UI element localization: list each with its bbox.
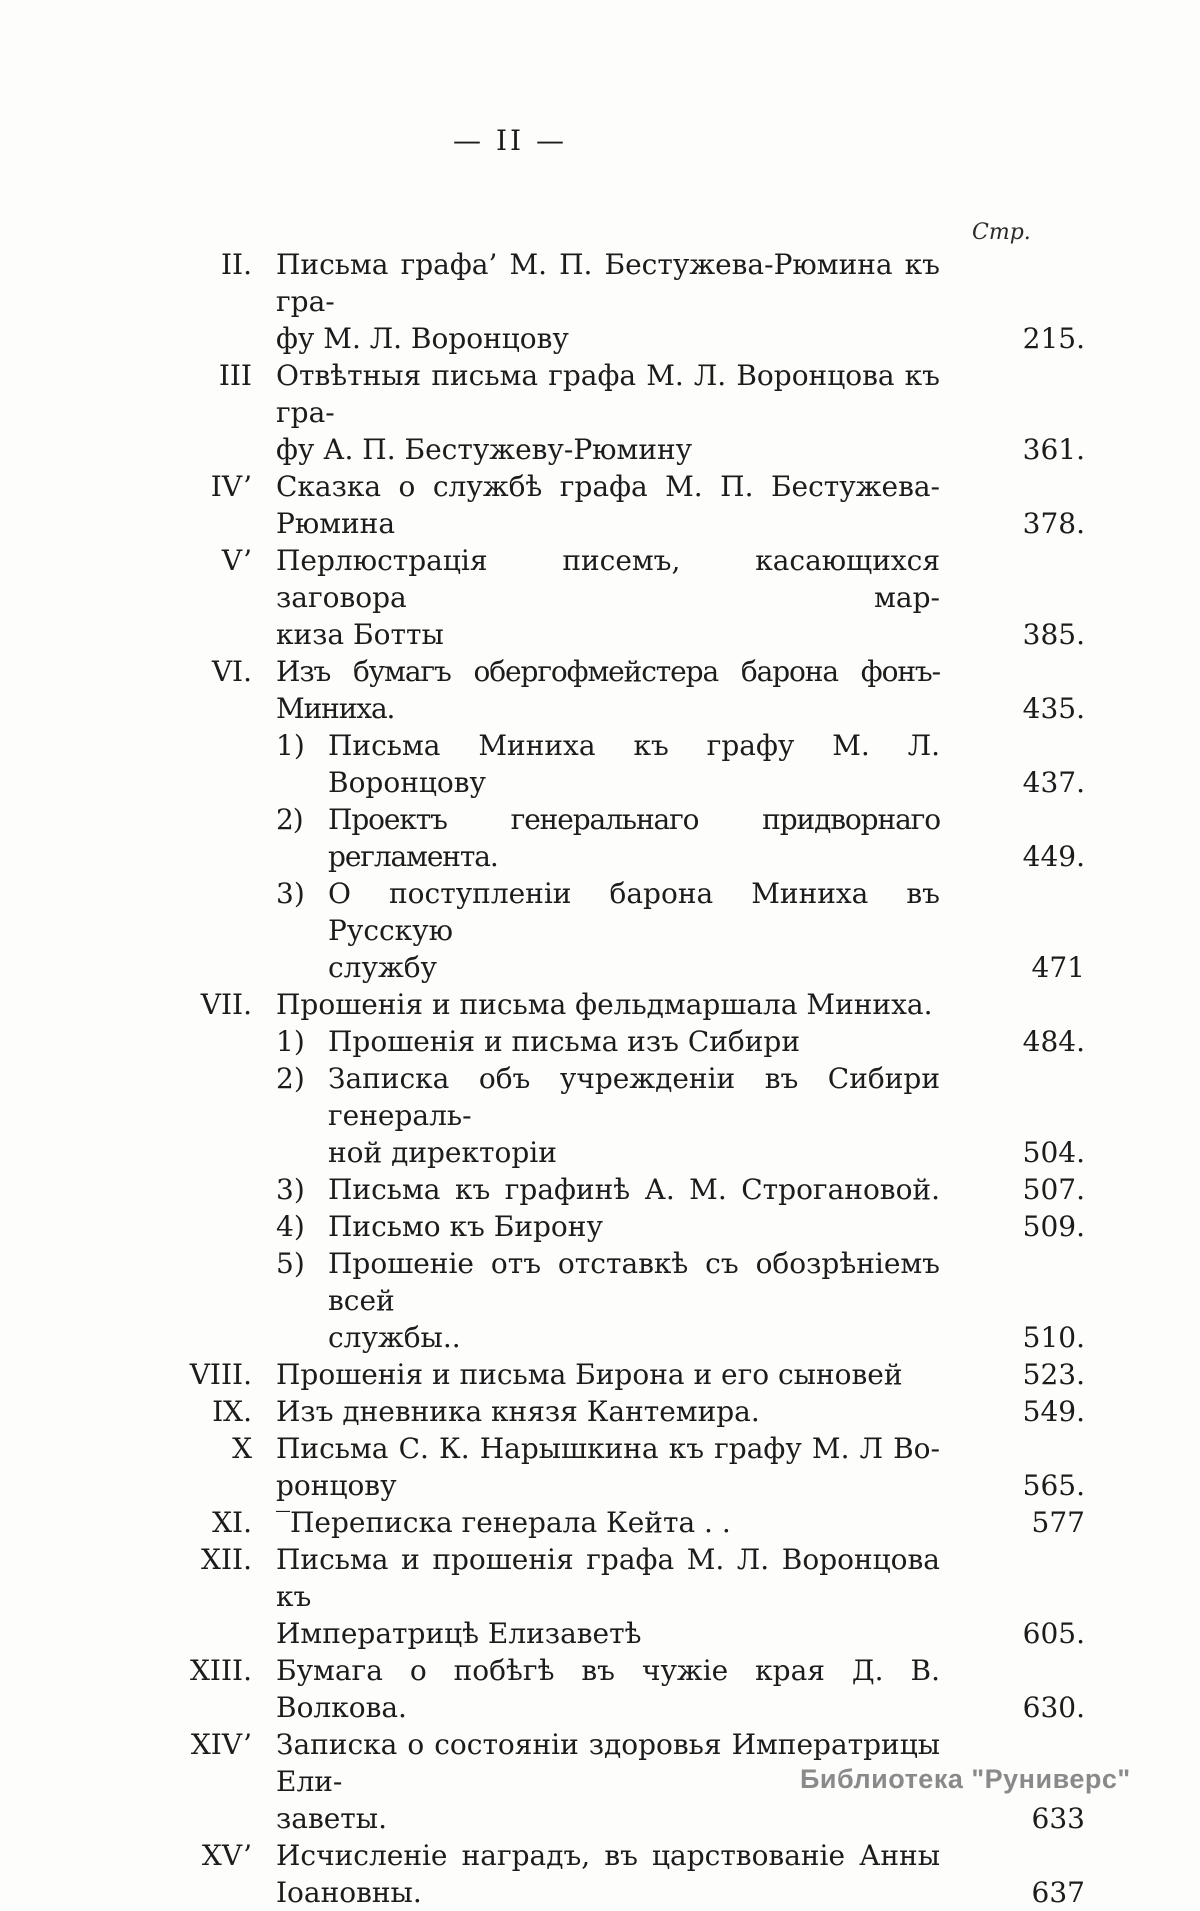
- toc-entry-title: [262, 1171, 940, 1208]
- toc-entry-page-number: 437.: [1022, 766, 1085, 799]
- toc-entry-page-number: 637: [1031, 1876, 1085, 1909]
- toc-entry-title-line: 1) Прошенія и письма изъ Сибири: [276, 1025, 801, 1058]
- toc-entry-title-line: Прошенія и письма фельдмаршала Миниха.: [276, 988, 933, 1021]
- toc-entry-numeral: XIII.: [189, 1654, 252, 1687]
- toc-entry-title-line: ‾Переписка генерала Кейта . .: [276, 1506, 731, 1539]
- toc-entry-title-line: Отвѣтныя письма графа М. Л. Воронцова къ гра-: [276, 359, 940, 429]
- toc-entry-title: [262, 1208, 940, 1245]
- toc-entry-title-line: Изъ бумагъ обергофмейстера барона фонъ-Миниха.: [276, 655, 940, 725]
- toc-entry-title-line: службы..: [328, 1321, 461, 1354]
- toc-entry-title: [262, 1430, 940, 1504]
- toc-entry-page-number: 509.: [1022, 1210, 1085, 1243]
- toc-entry: [150, 1356, 1085, 1393]
- toc-entry-title: [262, 1393, 940, 1430]
- toc-entry-title: [262, 1837, 940, 1911]
- toc-entry-page-number: 605.: [1022, 1617, 1085, 1650]
- toc-entry-page-number: 361.: [1022, 433, 1085, 466]
- toc-entry-page-number: 471: [1031, 951, 1085, 984]
- toc-entry-title-line: 1) Письма Миниха къ графу М. Л. Воронцову: [276, 729, 940, 799]
- toc-entry-title-line: Записка о состояніи здоровья Императрицы Ели-: [276, 1728, 940, 1798]
- toc-entry-numeral: IV’: [210, 470, 252, 503]
- toc-entry: [150, 542, 1085, 653]
- toc-entry-title: [262, 1023, 940, 1060]
- toc-entry-numeral: XIV’: [190, 1728, 252, 1761]
- toc-entry-numeral: II.: [220, 248, 252, 281]
- toc-entry-title: [262, 727, 940, 801]
- toc-subentry-number: 5): [276, 1247, 305, 1280]
- toc-entry-title: [262, 653, 940, 727]
- toc-entry-title-line: Письма и прошенія графа М. Л. Воронцова къ: [276, 1543, 940, 1613]
- toc-entry: [150, 801, 1085, 875]
- toc-entry-numeral: III: [218, 359, 252, 392]
- toc-entry-title-line: заветы.: [276, 1802, 387, 1835]
- toc-entry-numeral: VII.: [200, 988, 252, 1021]
- toc-entry-page-number: 378.: [1022, 507, 1085, 540]
- toc-entry-title: [262, 1245, 940, 1356]
- toc-entry-page-number: 484.: [1022, 1025, 1085, 1058]
- toc-entry-title-line: 5) Прошеніе отъ отставкѣ съ обозрѣніемъ всей: [276, 1247, 940, 1317]
- page-folio-number: — II —: [453, 124, 567, 157]
- toc-subentry-number: 2): [276, 1062, 305, 1095]
- toc-entry-page-number: 504.: [1022, 1136, 1085, 1169]
- toc-entry-numeral: VIII.: [189, 1358, 252, 1391]
- toc-entry-title-line: 3) Письма къ графинѣ А. М. Строгановой.: [276, 1173, 940, 1206]
- toc-entry-title-line: Изъ дневника князя Кантемира.: [276, 1395, 760, 1428]
- toc-entry-page-number: 510.: [1022, 1321, 1085, 1354]
- library-watermark: Библиотека "Руниверс": [800, 1764, 1131, 1794]
- toc-entry-numeral: VI.: [211, 655, 252, 688]
- toc-entry: [150, 1208, 1085, 1245]
- toc-entry-title: [262, 246, 940, 357]
- toc-entry-page-number: 449.: [1022, 840, 1085, 873]
- toc-entry-title: [262, 357, 940, 468]
- toc-entry-title-line: Письма графа’ М. П. Бестужева-Рюмина къ гра-: [276, 248, 940, 318]
- toc-entry-title-line: Прошенія и письма Бирона и его сыновей: [276, 1358, 903, 1391]
- toc-entry-page-number: 507.: [1022, 1173, 1085, 1206]
- toc-entry-title-line: Перлюстрація писемъ, касающихся заговора мар-: [276, 544, 940, 614]
- toc-entry: [150, 1430, 1085, 1504]
- toc-entry: [150, 1837, 1085, 1911]
- toc-entry-title-line: Письма С. К. Нарышкина къ графу М. Л Во-: [276, 1432, 940, 1465]
- toc-entry: [150, 1393, 1085, 1430]
- toc-entry-title: [262, 875, 940, 986]
- toc-subentry-number: 3): [276, 877, 305, 910]
- toc-entry-title: [262, 1652, 940, 1726]
- page-column-header: Стр.: [972, 220, 1031, 245]
- toc-entry: [150, 986, 1085, 1023]
- toc-entry-numeral: XV’: [201, 1839, 252, 1872]
- toc-entry-page-number: 215.: [1022, 322, 1085, 355]
- toc-entry-page-number: 577: [1031, 1506, 1085, 1539]
- toc-entry-title-line: Исчисленіе наградъ, въ царствованіе Анны: [276, 1839, 940, 1872]
- toc-entry-title-line: ной директоріи: [328, 1136, 557, 1169]
- toc-entry: [150, 1023, 1085, 1060]
- toc-entry: [150, 1171, 1085, 1208]
- toc-entry: [150, 1541, 1085, 1652]
- toc-entry-page-number: 633: [1031, 1802, 1085, 1835]
- toc-entry-numeral: X: [232, 1432, 252, 1465]
- toc-subentry-number: 3): [276, 1173, 305, 1206]
- toc-entry-page-number: 385.: [1022, 618, 1085, 651]
- table-of-contents: [150, 246, 1085, 1911]
- toc-entry-page-number: 523.: [1022, 1358, 1085, 1391]
- toc-entry: [150, 1060, 1085, 1171]
- toc-entry: [150, 653, 1085, 727]
- toc-entry-numeral: XII.: [201, 1543, 252, 1576]
- toc-entry-title-line: ронцову: [276, 1469, 397, 1502]
- toc-entry-title-line: службу: [328, 951, 438, 984]
- toc-entry-title: [262, 1504, 940, 1541]
- toc-entry-title-line: фу А. П. Бестужеву-Рюмину: [276, 433, 693, 466]
- toc-entry-title: [262, 542, 940, 653]
- toc-entry-title-line: фу М. Л. Воронцову: [276, 322, 569, 355]
- toc-entry: [150, 246, 1085, 357]
- toc-entry-title: [262, 1356, 940, 1393]
- toc-entry-title-line: киза Ботты: [276, 618, 444, 651]
- toc-entry-title: [262, 1060, 940, 1171]
- toc-entry: [150, 357, 1085, 468]
- toc-entry-title: [262, 801, 940, 875]
- toc-entry-page-number: 549.: [1022, 1395, 1085, 1428]
- toc-entry-title: [262, 1541, 940, 1652]
- toc-entry-page-number: 630.: [1022, 1691, 1085, 1724]
- toc-entry-title-line: Іоановны.: [276, 1876, 422, 1909]
- toc-entry-title-line: Бумага о побѣгѣ въ чужіе края Д. В. Волкова.: [276, 1654, 940, 1724]
- toc-subentry-number: 1): [276, 1025, 305, 1058]
- toc-entry-title: [262, 986, 940, 1023]
- toc-entry-title-line: 3) О поступленіи барона Миниха въ Русскую: [276, 877, 940, 947]
- toc-entry: [150, 1245, 1085, 1356]
- toc-entry-title-line: 2) Записка объ учрежденіи въ Сибири генераль-: [276, 1062, 940, 1132]
- toc-entry-title-line: 2) Проектъ генеральнаго придворнаго регламента.: [276, 803, 940, 873]
- toc-subentry-number: 4): [276, 1210, 305, 1243]
- toc-subentry-number: 2): [276, 803, 303, 836]
- toc-entry: [150, 875, 1085, 986]
- toc-entry-title-line: Императрицѣ Елизаветѣ: [276, 1617, 642, 1650]
- toc-entry-numeral: XI.: [212, 1506, 252, 1539]
- toc-entry: [150, 727, 1085, 801]
- toc-subentry-number: 1): [276, 729, 305, 762]
- toc-entry-title-line: Сказка о службѣ графа М. П. Бестужева-Рюмина: [276, 470, 940, 540]
- toc-entry-page-number: 435.: [1022, 692, 1085, 725]
- toc-entry-page-number: 565.: [1022, 1469, 1085, 1502]
- toc-entry-numeral: IX.: [212, 1395, 252, 1428]
- toc-entry: [150, 468, 1085, 542]
- toc-entry-title-line: 4) Письмо къ Бирону: [276, 1210, 603, 1243]
- toc-entry-title: [262, 468, 940, 542]
- toc-entry-numeral: V’: [221, 544, 252, 577]
- toc-entry: [150, 1652, 1085, 1726]
- toc-entry: [150, 1504, 1085, 1541]
